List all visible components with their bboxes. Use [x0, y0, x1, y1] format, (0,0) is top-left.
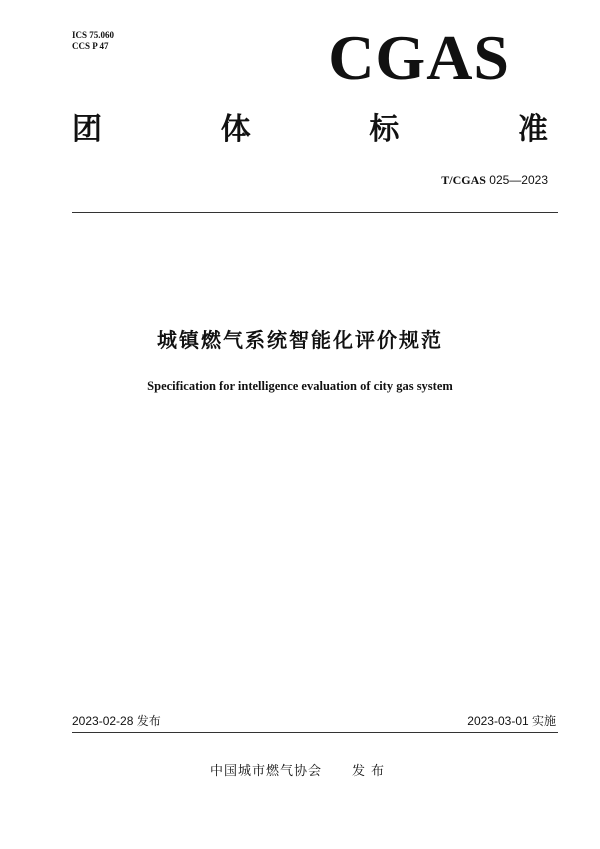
document-title-english: Specification for intelligence evaluation of city gas system — [147, 379, 453, 393]
bottom-divider — [72, 732, 558, 733]
ics-code: ICS 75.060 — [72, 30, 115, 40]
publisher-name: 中国城市燃气协会 — [209, 764, 322, 779]
standard-number — [441, 172, 548, 188]
standard-type-char: 团 — [72, 112, 102, 147]
standard-type-char: 准 — [517, 112, 548, 147]
publish-date: 2023-02-28 发布 — [72, 714, 161, 728]
classification-codes — [72, 30, 114, 52]
document-title-chinese: 城镇燃气系统智能化评价规范 — [157, 328, 443, 352]
publisher-line — [0, 763, 600, 781]
ccs-code: CCS P 47 — [72, 41, 109, 51]
standard-type-heading — [72, 112, 548, 148]
standard-number-value: 025—2023 — [485, 173, 548, 187]
standard-type-char: 标 — [369, 112, 400, 147]
standard-number-prefix: T/CGAS — [441, 173, 486, 187]
cgas-logo: CGAS — [328, 22, 510, 93]
publisher-action: 发布 — [352, 764, 391, 779]
top-divider — [72, 212, 558, 213]
standard-type-char: 体 — [220, 112, 251, 147]
implementation-date: 2023-03-01 实施 — [467, 714, 556, 728]
